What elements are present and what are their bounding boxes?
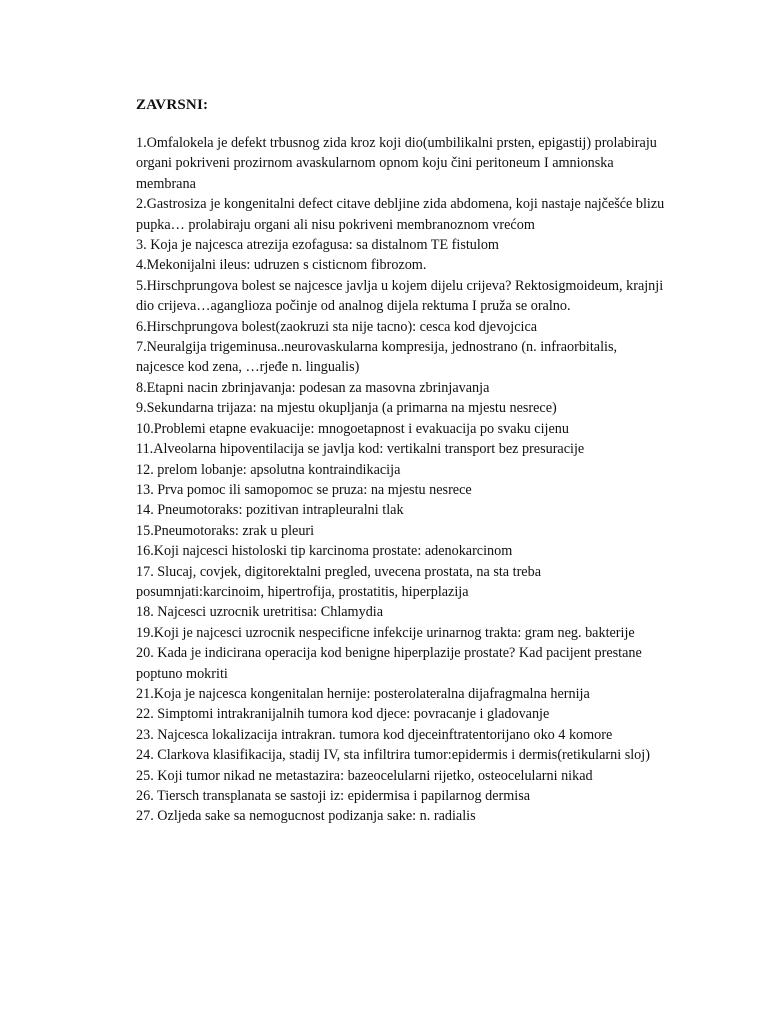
question-item: 25. Koji tumor nikad ne metastazira: bazeocelularni rijetko, osteocelularni nikad — [136, 767, 593, 784]
question-item: 26. Tiersch transplanata se sastoji iz: epidermisa i papilarnog dermisa — [136, 788, 531, 804]
question-item: 7.Neuralgija trigeminusa..neurovaskularna kompresija, jednostrano (n. infraorbitalis, najcesce kod zena, …rjeđe n. lingualis) — [136, 339, 618, 376]
question-item: 18. Najcesci uzrocnik uretritisa: Chlamydia — [136, 604, 384, 621]
question-item: 22. Simptomi intrakranijalnih tumora kod djece: povracanje i gladovanje — [136, 706, 550, 723]
question-item: 24. Clarkova klasifikacija, stadij IV, sta infiltrira tumor:epidermis i dermis(retikularni sloj) — [136, 747, 650, 764]
question-item: 2.Gastrosiza je kongenitalni defect citave debljine zida abdomena, koji nastaje najčešće blizu pupka… prolabiraju organi ali nisu pokriveni membranoznom vrećom — [136, 196, 665, 233]
question-item: 5.Hirschprungova bolest se najcesce javlja u kojem dijelu crijeva? Rektosigmoideum, krajnji dio crijeva…aganglioza počinje od analnog dijela rektuma I pruža se oralno. — [136, 277, 664, 315]
question-item: 8.Etapni nacin zbrinjavanja: podesan za masovna zbrinjavanja — [136, 379, 490, 396]
question-item: 4.Mekonijalni ileus: udruzen s cisticnom fibrozom. — [136, 257, 427, 274]
question-item: 15.Pneumotoraks: zrak u pleuri — [136, 522, 315, 539]
question-item: 6.Hirschprungova bolest(zaokruzi sta nije tacno): cesca kod djevojcica — [136, 318, 538, 335]
question-list — [136, 133, 666, 827]
question-item: 14. Pneumotoraks: pozitivan intrapleuralni tlak — [136, 502, 404, 519]
question-item: 21.Koja je najcesca kongenitalan hernije: posterolateralna dijafragmalna hernija — [136, 685, 590, 702]
question-item: 9.Sekundarna trijaza: na mjestu okupljanja (a primarna na mjestu nesrece) — [136, 400, 557, 417]
question-item: 3. Koja je najcesca atrezija ezofagusa: sa distalnom TE fistulom — [136, 237, 499, 254]
question-item: 10.Problemi etapne evakuacije: mnogoetapnost i evakuacija po svaku cijenu — [136, 420, 569, 437]
question-item: 12. prelom lobanje: apsolutna kontraindikacija — [136, 461, 401, 478]
document-page — [136, 95, 666, 827]
question-item: 19.Koji je najcesci uzrocnik nespecificne infekcije urinarnog trakta: gram neg. bakterije — [136, 624, 635, 641]
question-item: 13. Prva pomoc ili samopomoc se pruza: na mjestu nesrece — [136, 481, 472, 498]
question-item: 23. Najcesca lokalizacija intrakran. tumora kod djeceinftratentorijano oko 4 komore — [136, 726, 613, 743]
question-item: 17. Slucaj, covjek, digitorektalni pregled, uvecena prostata, na sta treba posumnjati:karcinoim, hipertrofija, prostatitis, hiperplazija — [136, 563, 541, 600]
question-item: 16.Koji najcesci histoloski tip karcinoma prostate: adenokarcinom — [136, 543, 513, 560]
question-item: 20. Kada je indicirana operacija kod benigne hiperplazije prostate? Kad pacijent prestane poptuno mokriti — [136, 645, 642, 682]
question-item: 1.Omfalokela je defekt trbusnog zida kroz koji dio(umbilikalni prsten, epigastij) prolabiraju organi pokriveni prozirnom avaskularnom opnom koju čini peritoneum I amnionska membrana — [136, 135, 657, 192]
question-item: 27. Ozljeda sake sa nemogucnost podizanja sake: n. radialis — [136, 808, 476, 825]
question-item: 11.Alveolarna hipoventilacija se javlja kod: vertikalni transport bez presuracije — [136, 441, 585, 458]
document-heading: ZAVRSNI: — [136, 97, 209, 113]
